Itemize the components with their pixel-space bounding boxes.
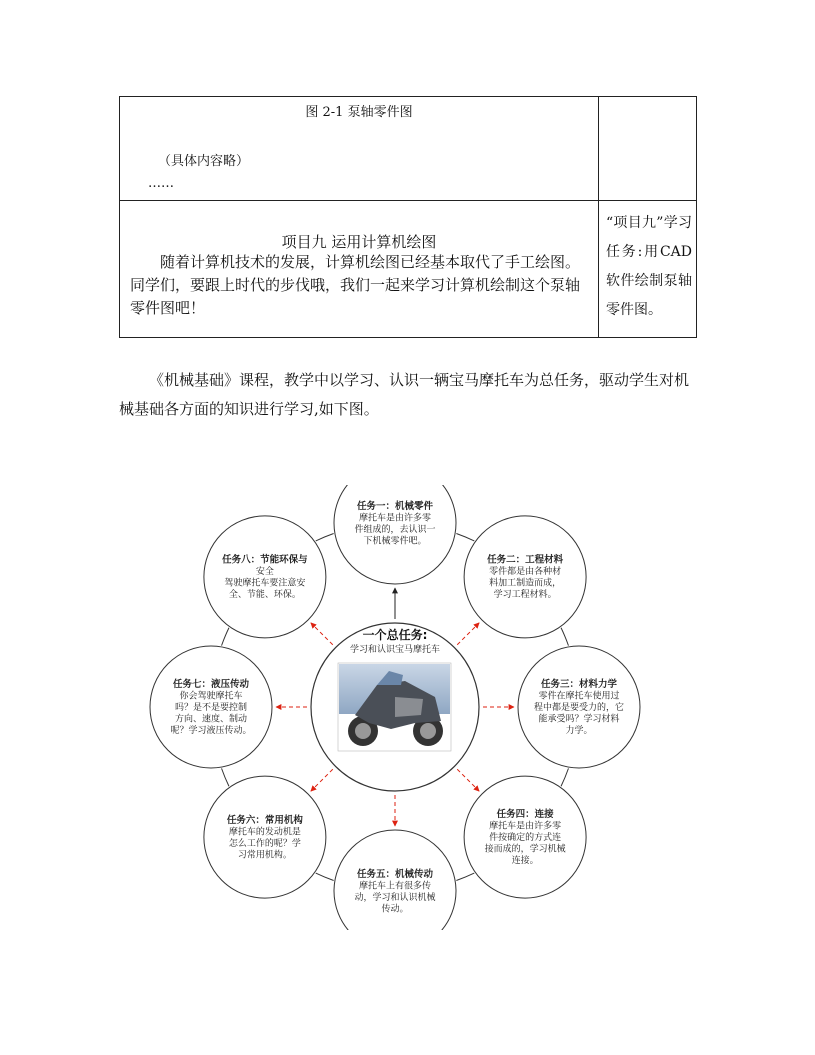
ring-arc bbox=[456, 873, 474, 880]
task-title: 任务五：机械传动 bbox=[356, 868, 434, 880]
task-line: 程中都是要受力的，它 bbox=[533, 703, 625, 713]
task-line: 接而成的，学习机械 bbox=[484, 844, 566, 855]
ring-arc bbox=[456, 534, 474, 541]
task-node bbox=[464, 516, 586, 638]
task-line: 料加工制造而成， bbox=[489, 578, 562, 589]
center-title: 一个总任务: bbox=[362, 628, 428, 642]
task-node bbox=[334, 485, 456, 584]
task-node bbox=[518, 646, 640, 768]
task-line: 力学。 bbox=[565, 726, 593, 736]
task-line: 下机械零件吧。 bbox=[363, 536, 427, 547]
task-title: 任务二：工程材料 bbox=[487, 554, 564, 566]
table-divider-vertical bbox=[598, 97, 599, 337]
task-line: 动，学习和认识机械 bbox=[354, 892, 436, 903]
ring-arc bbox=[222, 628, 229, 646]
task-line: 摩托车是由许多零 bbox=[358, 513, 432, 524]
lesson-table bbox=[119, 96, 697, 338]
task-line: 零件在摩托车使用过 bbox=[538, 691, 620, 702]
omitted-note: （具体内容略） bbox=[158, 154, 250, 169]
task-line: 零件都是由各种材 bbox=[489, 567, 562, 578]
task-line: 连接。 bbox=[511, 856, 539, 867]
ring-arc bbox=[316, 873, 334, 880]
task-node bbox=[204, 776, 326, 898]
task-node bbox=[334, 830, 456, 930]
figure-caption: 图 2-1 泵轴零件图 bbox=[305, 105, 413, 120]
task-line: 摩托车是由许多零 bbox=[489, 821, 562, 832]
task-line: 习常用机构。 bbox=[237, 850, 292, 861]
ring-arc bbox=[316, 534, 334, 541]
project-body: 随着计算机技术的发展，计算机绘图已经基本取代了手工绘图。同学们，要跟上时代的步伐哦，我们一起来学习计算机绘制这个泵轴零件图吧！ bbox=[130, 253, 581, 317]
center-subtitle: 学习和认识宝马摩托车 bbox=[349, 645, 441, 655]
task-line: 传动。 bbox=[381, 904, 409, 915]
task-title: 任务三：材料力学 bbox=[540, 679, 618, 690]
task-line: 摩托车上有很多传 bbox=[358, 881, 432, 892]
task-node bbox=[464, 776, 586, 898]
task-title: 任务八：节能环保与 bbox=[222, 554, 308, 566]
ring-arc bbox=[561, 628, 568, 646]
ring-arc bbox=[561, 768, 568, 786]
spoke-arrow bbox=[311, 623, 333, 645]
task-line: 怎么工作的呢？学 bbox=[228, 838, 301, 849]
task-node bbox=[204, 516, 326, 638]
body-paragraph: 《机械基础》课程，教学中以学习、认识一辆宝马摩托车为总任务，驱动学生对机械基础各方面的知识进行学习,如下图。 bbox=[119, 371, 690, 418]
table-divider-horizontal bbox=[120, 200, 696, 201]
task-line: 安全 bbox=[255, 567, 274, 578]
motorcycle-image bbox=[338, 663, 451, 751]
task-line: 驾驶摩托车要注意安 bbox=[224, 578, 306, 589]
task-line: 呢？学习液压传动。 bbox=[170, 726, 252, 736]
spoke-arrow bbox=[457, 769, 479, 791]
project-title: 项目九 运用计算机绘图 bbox=[281, 233, 437, 251]
task-line: 学习工程材料。 bbox=[493, 590, 557, 601]
task-title: 任务四：连接 bbox=[496, 809, 554, 821]
task-title: 任务六：常用机构 bbox=[226, 814, 303, 826]
ring-arc bbox=[222, 768, 229, 786]
spoke-arrow bbox=[311, 769, 333, 791]
task-line: 件组成的，去认识一 bbox=[354, 524, 436, 535]
task-line: 全、节能、环保。 bbox=[228, 590, 301, 601]
ellipsis: …… bbox=[148, 176, 174, 191]
side-note: “项目九”学习任务:用CAD软件绘制泵轴零件图。 bbox=[606, 215, 692, 318]
task-line: 方向、速度、制动 bbox=[174, 714, 248, 725]
task-line: 吗？是不是要控制 bbox=[174, 703, 248, 713]
task-cycle-diagram bbox=[145, 485, 645, 930]
task-node bbox=[150, 646, 272, 768]
task-line: 你会驾驶摩托车 bbox=[179, 691, 243, 702]
task-title: 任务七：液压传动 bbox=[172, 679, 250, 690]
spoke-arrow bbox=[457, 623, 479, 645]
task-line: 摩托车的发动机是 bbox=[228, 827, 301, 838]
task-title: 任务一：机械零件 bbox=[356, 500, 434, 512]
task-circle bbox=[334, 830, 456, 930]
task-line: 能承受吗？学习材料 bbox=[538, 714, 620, 725]
task-line: 件按确定的方式连 bbox=[489, 833, 562, 844]
